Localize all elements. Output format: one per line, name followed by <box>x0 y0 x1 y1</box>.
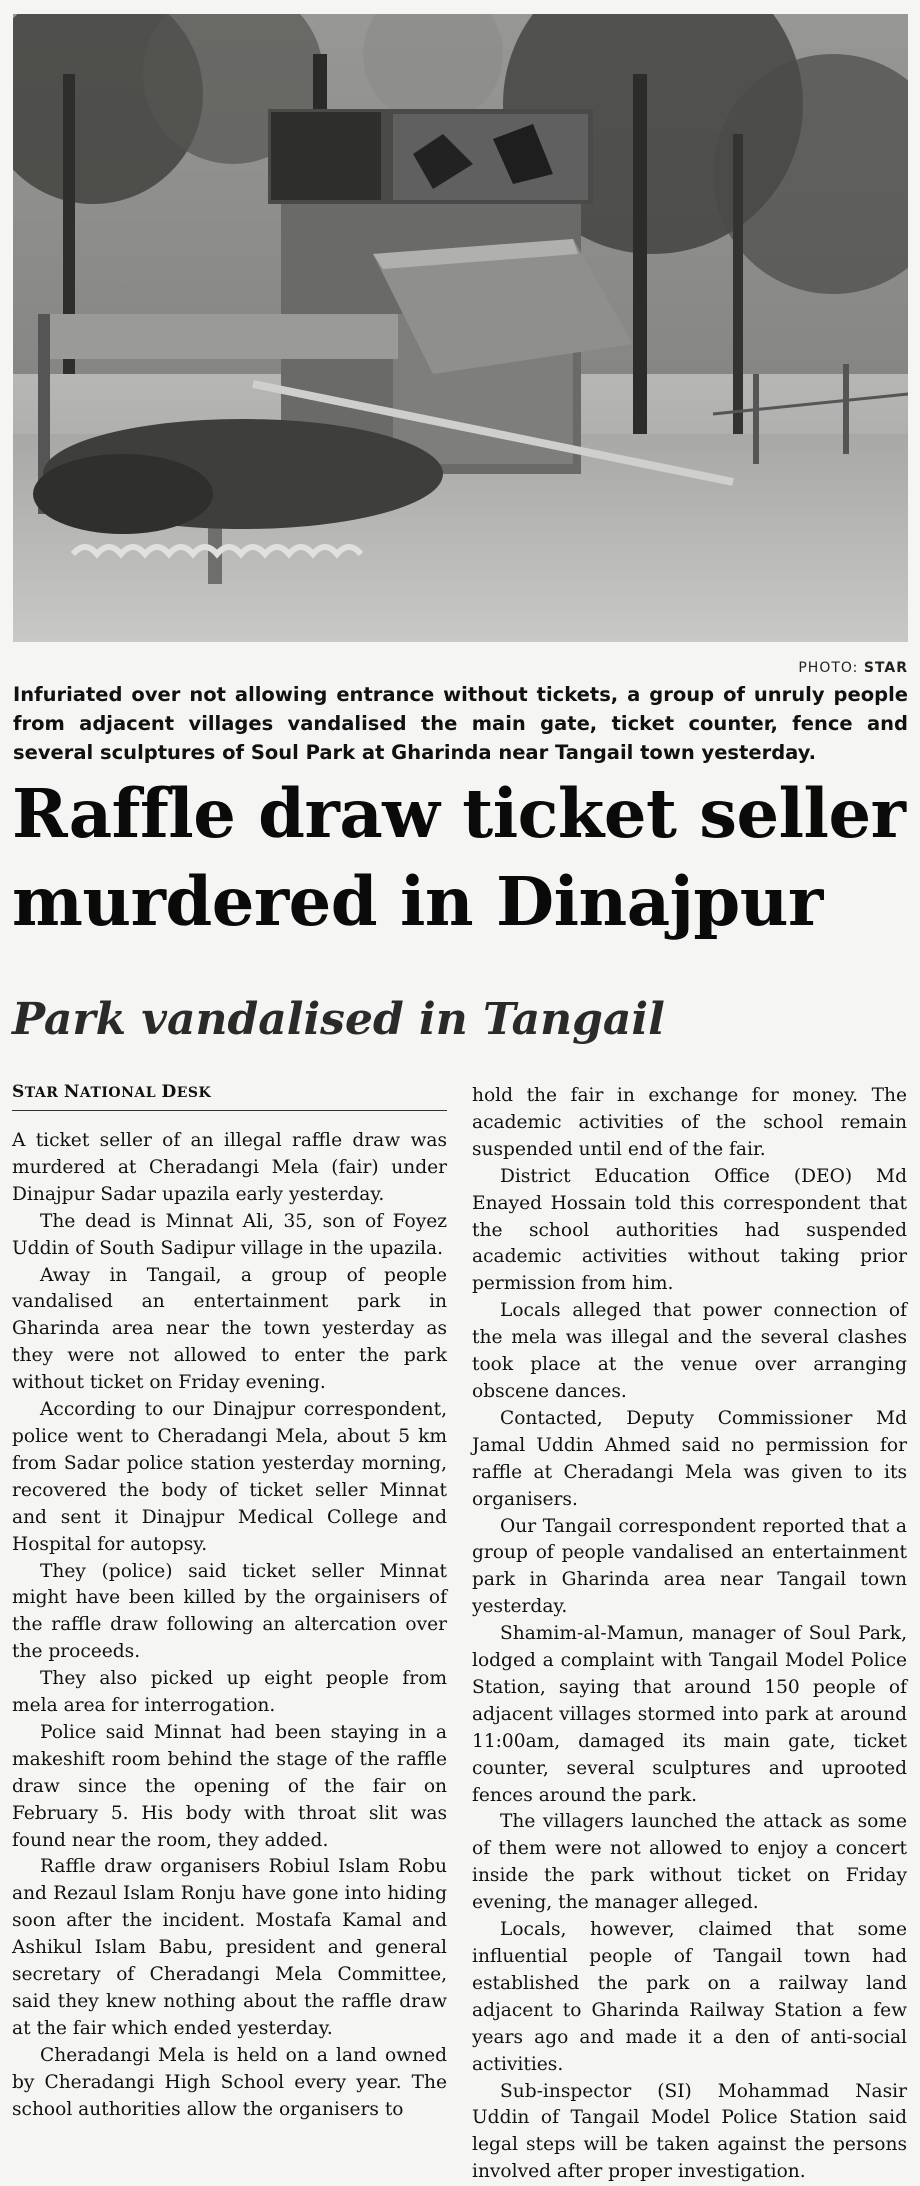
paragraph: Cheradangi Mela is held on a land owned by Cheradangi High School every year. The school authorities allow the organisers to <box>12 2044 447 2120</box>
headline <box>12 770 912 946</box>
byline-rest-2: ATIONAL <box>79 1085 162 1101</box>
paragraph: A ticket seller of an illegal raffle draw was murdered at Cheradangi Mela (fair) under Dinajpur Sadar upazila early yesterday. <box>12 1130 447 1205</box>
paragraph: Our Tangail correspondent reported that a group of people vandalised an entertainment park in Gharinda area near Tangail town yesterday. <box>472 1515 907 1618</box>
photo-credit-source: STAR <box>863 660 908 676</box>
paragraph: Raffle draw organisers Robiul Islam Robu and Rezaul Islam Ronju have gone into hiding soon after the incident. Mostafa Kamal and Ashikul Islam Babu, president and general secretary of Cheradangi Mela Committee, said they knew nothing about the raffle draw at the fair which ended yesterday. <box>12 1856 447 2039</box>
paragraph: They (police) said ticket seller Minnat might have been killed by the orgainisers of the raffle draw following an altercation over the proceeds. <box>12 1560 447 1663</box>
photo-credit <box>798 660 908 676</box>
byline-initial-1: S <box>12 1082 25 1102</box>
paragraph: The dead is Minnat Ali, 35, son of Foyez Uddin of South Sadipur village in the upazila. <box>12 1210 447 1259</box>
paragraph: Sub-inspector (SI) Mohammad Nasir Uddin of Tangail Model Police Station said legal steps will be taken against the persons involved after proper investigation. <box>472 2080 907 2183</box>
paragraph: Shamim-al-Mamun, manager of Soul Park, lodged a complaint with Tangail Model Police Station, saying that around 150 people of adjacent villages stormed into park at around 11:00am, damaged its main gate, ticket counter, several sculptures and uprooted fences around the park. <box>472 1623 907 1806</box>
byline-initial-2: N <box>63 1082 80 1102</box>
paragraph: According to our Dinajpur correspondent, police went to Cheradangi Mela, about 5 km from Sadar police station yesterday morning, recovered the body of ticket seller Minnat and sent it Dinajpur Medical College and Hospital for autopsy. <box>12 1399 447 1555</box>
paragraph: Contacted, Deputy Commissioner Md Jamal Uddin Ahmed said no permission for raffle at Cheradangi Mela was given to its organisers. <box>472 1407 907 1510</box>
byline-rest-1: TAR <box>24 1085 64 1101</box>
paragraph: District Education Office (DEO) Md Enayed Hossain told this correspondent that the school authorities had suspended academic activities without taking prior permission from him. <box>472 1165 907 1295</box>
paragraph: Locals alleged that power connection of the mela was illegal and the several clashes took place at the venue over arranging obscene dances. <box>472 1300 907 1402</box>
paragraph: hold the fair in exchange for money. The academic activities of the school remain suspended until end of the fair. <box>472 1085 907 1160</box>
headline-line-1: Raffle draw ticket seller <box>12 774 906 853</box>
subheadline: Park vandalised in Tangail <box>12 994 665 1045</box>
byline-rest-3: ESK <box>176 1085 212 1101</box>
photo-credit-label: PHOTO: <box>798 660 859 676</box>
photo-caption: Infuriated over not allowing entrance without tickets, a group of unruly people from adjacent villages vandalised the main gate, ticket counter, fence and several sculptures of Soul Park at Gharinda near Tangail town yesterday. <box>13 683 908 764</box>
paragraph: Locals, however, claimed that some influential people of Tangail town had established the park on a railway land adjacent to Gharinda Railway Station a few years ago and made it a den of anti-social activities. <box>472 1919 907 2075</box>
paragraph: Away in Tangail, a group of people vandalised an entertainment park in Gharinda area near the town yesterday as they were not allowed to enter the park without ticket on Friday evening. <box>12 1264 447 1394</box>
byline-initial-3: D <box>161 1082 177 1102</box>
article-column-left <box>12 1128 447 2124</box>
paragraph: They also picked up eight people from mela area for interrogation. <box>12 1668 447 1717</box>
paragraph: Police said Minnat had been staying in a makeshift room behind the stage of the raffle draw since the opening of the fair on February 5. His body with throat slit was found near the room, they added. <box>12 1721 447 1851</box>
news-photo <box>13 14 908 642</box>
article-column-right <box>472 1083 907 2186</box>
headline-line-2: murdered in Dinajpur <box>12 862 823 941</box>
paragraph: The villagers launched the attack as some of them were not allowed to enjoy a concert inside the park without ticket on Friday evening, the manager alleged. <box>472 1811 907 1914</box>
byline <box>12 1082 447 1111</box>
vandalised-park-photo <box>13 14 908 642</box>
